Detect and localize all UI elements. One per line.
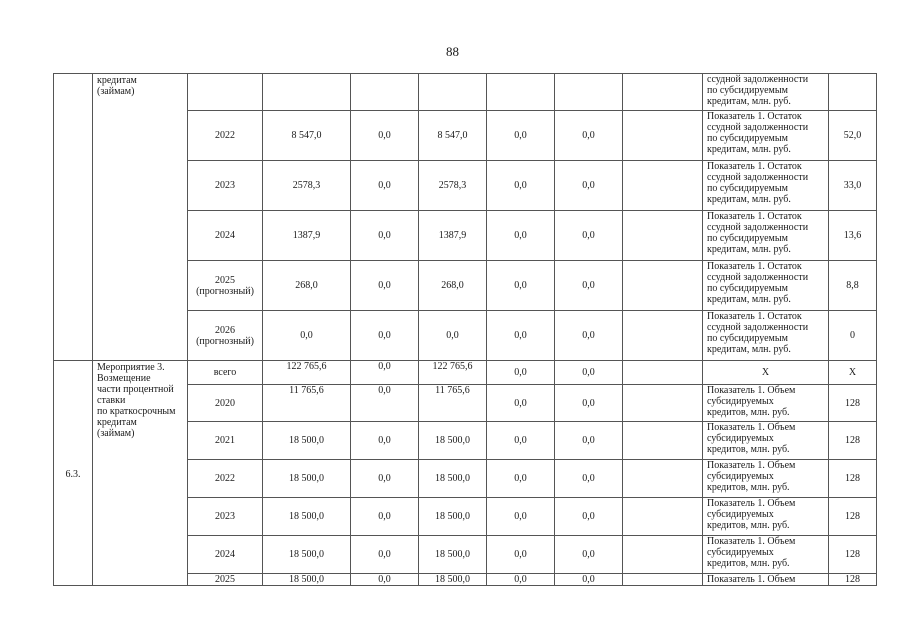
- year-cell: 2024: [188, 211, 263, 261]
- funding-cell: 0,0: [487, 311, 555, 361]
- funding-cell: 0,0: [555, 385, 623, 422]
- funding-cell: 0,0: [555, 498, 623, 536]
- indicator-cell: Показатель 1. Остаток ссудной задолженности по субсидируемым кредитам, млн. руб.: [703, 161, 829, 211]
- table-body: [54, 74, 877, 586]
- funding-cell: 2578,3: [419, 161, 487, 211]
- year-cell: 2024: [188, 536, 263, 574]
- total-cell: 18 500,0: [263, 536, 351, 574]
- funding-cell: 18 500,0: [419, 422, 487, 460]
- funding-cell: 0,0: [351, 361, 419, 385]
- section-number-cell: [54, 74, 93, 361]
- indicator-cell: Показатель 1. Объем субсидируемых кредитов, млн. руб.: [703, 536, 829, 574]
- total-cell: 18 500,0: [263, 422, 351, 460]
- value-cell: 128: [829, 385, 877, 422]
- year-cell: 2025 (прогнозный): [188, 261, 263, 311]
- funding-cell: 0,0: [487, 385, 555, 422]
- funding-cell: 0,0: [487, 261, 555, 311]
- funding-cell: 18 500,0: [419, 460, 487, 498]
- funding-cell: 0,0: [487, 211, 555, 261]
- funding-cell: 0,0: [555, 536, 623, 574]
- total-cell: 18 500,0: [263, 460, 351, 498]
- total-cell: 268,0: [263, 261, 351, 311]
- indicator-cell: Показатель 1. Объем субсидируемых кредитов, млн. руб.: [703, 460, 829, 498]
- funding-cell: 0,0: [351, 498, 419, 536]
- value-cell: 128: [829, 536, 877, 574]
- funding-cell: 0,0: [351, 211, 419, 261]
- page-number: 88: [446, 44, 459, 59]
- total-cell: 1387,9: [263, 211, 351, 261]
- funding-cell: 0,0: [351, 422, 419, 460]
- funding-cell: 0,0: [351, 460, 419, 498]
- funding-cell: 0,0: [351, 261, 419, 311]
- empty-cell: [623, 574, 703, 586]
- funding-cell: 0,0: [487, 161, 555, 211]
- funding-cell: 0,0: [351, 311, 419, 361]
- empty-cell: [351, 74, 419, 111]
- total-cell: 0,0: [263, 311, 351, 361]
- empty-cell: [623, 111, 703, 161]
- value-cell: 52,0: [829, 111, 877, 161]
- funding-cell: 0,0: [555, 311, 623, 361]
- year-cell: 2021: [188, 422, 263, 460]
- value-cell: [829, 74, 877, 111]
- empty-cell: [623, 311, 703, 361]
- empty-cell: [188, 74, 263, 111]
- funding-cell: 268,0: [419, 261, 487, 311]
- funding-cell: 0,0: [487, 460, 555, 498]
- funding-cell: 0,0: [351, 111, 419, 161]
- total-cell: 2578,3: [263, 161, 351, 211]
- year-cell: 2022: [188, 111, 263, 161]
- funding-cell: 11 765,6: [419, 385, 487, 422]
- year-cell: всего: [188, 361, 263, 385]
- funding-cell: 18 500,0: [419, 574, 487, 586]
- year-cell: 2023: [188, 498, 263, 536]
- funding-cell: 0,0: [487, 574, 555, 586]
- total-cell: 11 765,6: [263, 385, 351, 422]
- funding-cell: 0,0: [487, 111, 555, 161]
- funding-cell: 0,0: [487, 361, 555, 385]
- empty-cell: [263, 74, 351, 111]
- empty-cell: [487, 74, 555, 111]
- funding-cell: 0,0: [351, 385, 419, 422]
- table-row: [54, 361, 877, 385]
- empty-cell: [623, 361, 703, 385]
- funding-cell: 0,0: [487, 536, 555, 574]
- value-cell: 33,0: [829, 161, 877, 211]
- empty-cell: [623, 422, 703, 460]
- funding-cell: 122 765,6: [419, 361, 487, 385]
- empty-cell: [623, 498, 703, 536]
- funding-cell: 0,0: [555, 574, 623, 586]
- indicator-cell: Показатель 1. Остаток ссудной задолженности по субсидируемым кредитам, млн. руб.: [703, 261, 829, 311]
- empty-cell: [555, 74, 623, 111]
- year-cell: 2020: [188, 385, 263, 422]
- empty-cell: [623, 261, 703, 311]
- indicator-cell: Показатель 1. Объем: [703, 574, 829, 586]
- indicator-cell: Показатель 1. Объем субсидируемых кредитов, млн. руб.: [703, 422, 829, 460]
- funding-cell: 0,0: [351, 536, 419, 574]
- funding-cell: 0,0: [351, 574, 419, 586]
- value-cell: 128: [829, 422, 877, 460]
- funding-cell: 8 547,0: [419, 111, 487, 161]
- empty-cell: [623, 460, 703, 498]
- total-cell: 122 765,6: [263, 361, 351, 385]
- empty-cell: [623, 211, 703, 261]
- indicator-cell: Показатель 1. Объем субсидируемых кредитов, млн. руб.: [703, 385, 829, 422]
- value-cell: 0: [829, 311, 877, 361]
- empty-cell: [623, 536, 703, 574]
- empty-cell: [623, 161, 703, 211]
- empty-cell: [623, 74, 703, 111]
- funding-cell: 0,0: [555, 422, 623, 460]
- funding-cell: 0,0: [555, 361, 623, 385]
- funding-cell: 1387,9: [419, 211, 487, 261]
- indicator-cell: Показатель 1. Остаток ссудной задолженности по субсидируемым кредитам, млн. руб.: [703, 111, 829, 161]
- indicator-cell: Показатель 1. Остаток ссудной задолженности по субсидируемым кредитам, млн. руб.: [703, 211, 829, 261]
- value-cell: 128: [829, 574, 877, 586]
- funding-cell: 0,0: [351, 161, 419, 211]
- funding-cell: 0,0: [555, 211, 623, 261]
- funding-cell: 18 500,0: [419, 498, 487, 536]
- year-cell: 2022: [188, 460, 263, 498]
- total-cell: 18 500,0: [263, 574, 351, 586]
- indicator-cell: ссудной задолженности по субсидируемым кредитам, млн. руб.: [703, 74, 829, 111]
- funding-cell: 0,0: [555, 161, 623, 211]
- value-cell: 13,6: [829, 211, 877, 261]
- table-row: [54, 74, 877, 111]
- funding-cell: 0,0: [555, 261, 623, 311]
- measure-name-cell: кредитам (займам): [93, 74, 188, 361]
- total-cell: 8 547,0: [263, 111, 351, 161]
- funding-cell: 0,0: [555, 111, 623, 161]
- value-cell: 8,8: [829, 261, 877, 311]
- funding-cell: 0,0: [487, 422, 555, 460]
- funding-cell: 0,0: [555, 460, 623, 498]
- empty-cell: [419, 74, 487, 111]
- indicator-cell: Показатель 1. Объем субсидируемых кредитов, млн. руб.: [703, 498, 829, 536]
- section-number-cell: 6.3.: [54, 361, 93, 586]
- budget-table: [53, 73, 877, 586]
- measure-name-cell: Мероприятие 3. Возмещение части процентной ставки по краткосрочным кредитам (займам): [93, 361, 188, 586]
- value-cell: 128: [829, 460, 877, 498]
- value-cell: X: [829, 361, 877, 385]
- year-cell: 2023: [188, 161, 263, 211]
- year-cell: 2026 (прогнозный): [188, 311, 263, 361]
- indicator-cell: X: [703, 361, 829, 385]
- value-cell: 128: [829, 498, 877, 536]
- funding-cell: 0,0: [419, 311, 487, 361]
- funding-cell: 18 500,0: [419, 536, 487, 574]
- year-cell: 2025: [188, 574, 263, 586]
- funding-cell: 0,0: [487, 498, 555, 536]
- total-cell: 18 500,0: [263, 498, 351, 536]
- indicator-cell: Показатель 1. Остаток ссудной задолженности по субсидируемым кредитам, млн. руб.: [703, 311, 829, 361]
- empty-cell: [623, 385, 703, 422]
